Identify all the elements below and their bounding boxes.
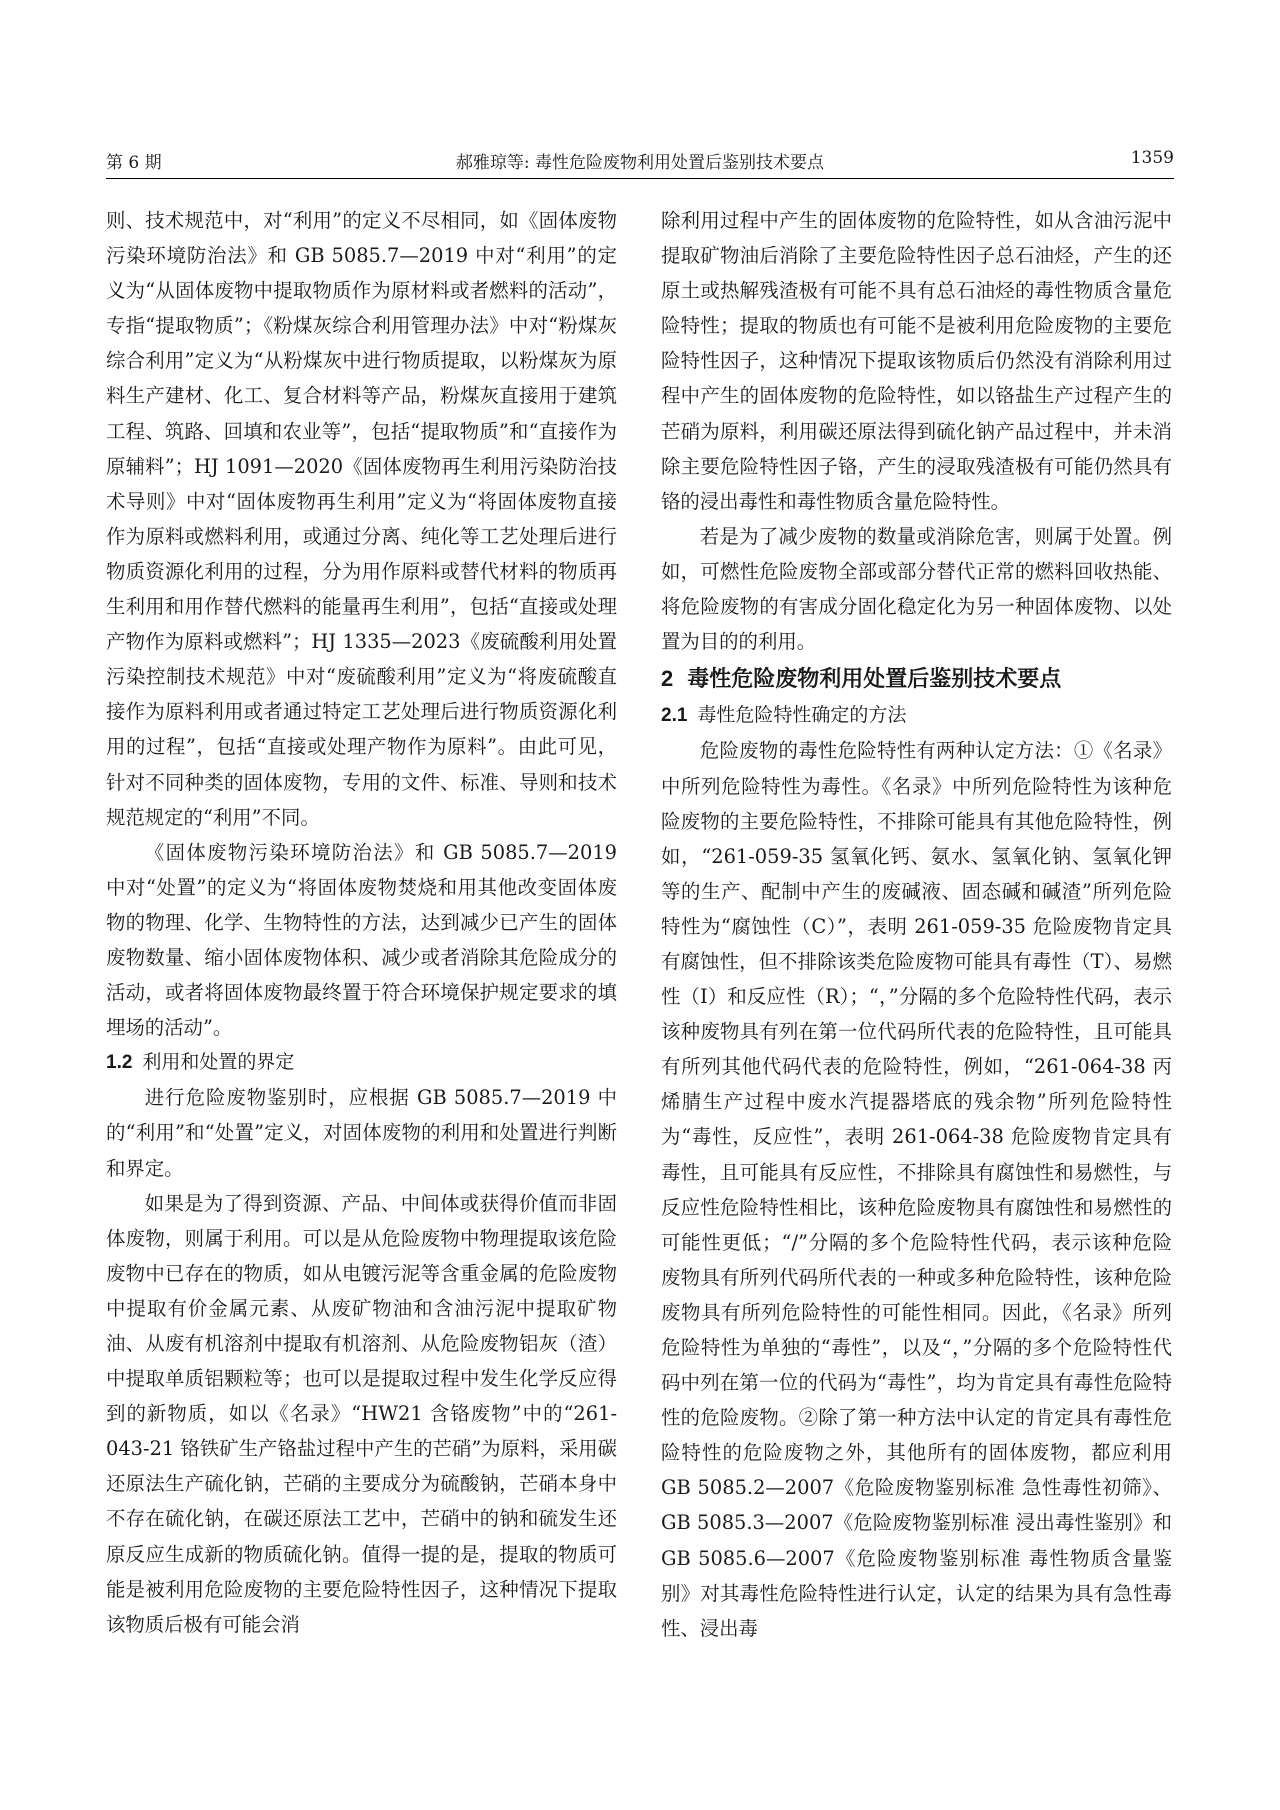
paragraph: 则、技术规范中，对“利用”的定义不尽相同，如《固体废物污染环境防治法》和 GB 5085.7—2019 中对“利用”的定义为“从固体废物中提取物质作为原材料或者燃料的活动”，专指“提取物质”；《粉煤灰综合利用管理办法》中对“粉煤灰综合利用”定义为“从粉煤灰中进行物质提取，以粉煤灰为原料生产建材、化工、复合材料等产品，粉煤灰直接用于建筑工程、筑路、回填和农业等”，包括“提取物质”和“直接作为原辅料”；HJ 1091—2020《固体废物再生利用污染防治技术导则》中对“固体废物再生利用”定义为“将固体废物直接作为原料或燃料利用，或通过分离、纯化等工艺处理后进行物质资源化利用的过程，分为用作原料或替代材料的物质再生利用和用作替代燃料的能量再生利用”，包括“直接或处理产物作为原料或燃料”；HJ 1335—2023《废硫酸利用处置污染控制技术规范》中对“废硫酸利用”定义为“将废硫酸直接作为原料利用或者通过特定工艺处理后进行物质资源化利用的过程”，包括“直接或处理产物作为原料”。由此可见，针对不同种类的固体废物，专用的文件、标准、导则和技术规范规定的“利用”不同。 <box>106 209 617 829</box>
paragraph: 进行危险废物鉴别时，应根据 GB 5085.7—2019 中的“利用”和“处置”定义，对固体废物的利用和处置进行判断和界定。 <box>106 1086 617 1180</box>
page-number: 1359 <box>1130 148 1174 168</box>
left-column <box>106 203 617 1642</box>
subsection-heading-2-1 <box>661 698 1172 733</box>
subsection-number: 2.1 <box>661 705 688 727</box>
subsection-heading-1-2 <box>106 1045 617 1080</box>
section-number: 2 <box>661 666 674 692</box>
subsection-title: 毒性危险特性确定的方法 <box>697 704 907 727</box>
subsection-title: 利用和处置的界定 <box>142 1051 295 1074</box>
paragraph: 如果是为了得到资源、产品、中间体或获得价值而非固体废物，则属于利用。可以是从危险废物中物理提取该危险废物中已存在的物质，如从电镀污泥等含重金属的危险废物中提取有价金属元素、从废矿物油和含油污泥中提取矿物油、从废有机溶剂中提取有机溶剂、从危险废物铝灰（渣）中提取单质铝颗粒等；也可以是提取过程中发生化学反应得到的新物质，如以《名录》“HW21 含铬废物”中的“261-043-21 铬铁矿生产铬盐过程中产生的芒硝”为原料，采用碳还原法生产硫化钠，芒硝的主要成分为硫酸钠，芒硝本身中不存在硫化钠，在碳还原法工艺中，芒硝中的钠和硫发生还原反应生成新的物质硫化钠。值得一提的是，提取的物质可能是被利用危险废物的主要危险特性因子，这种情况下提取该物质后极有可能会消 <box>106 1191 617 1636</box>
section-heading-2 <box>661 661 1172 696</box>
issue-number: 第 6 期 <box>106 153 162 173</box>
paragraph: 危险废物的毒性危险特性有两种认定方法：①《名录》中所列危险特性为毒性。《名录》中所列危险特性为该种危险废物的主要危险特性，不排除可能具有其他危险特性，例如，“261-059-35 氢氧化钙、氨水、氢氧化钠、氢氧化钾等的生产、配制中产生的废碱液、固态碱和碱渣”所列危险特性为“腐蚀性（C）”，表明 261-059-35 危险废物肯定具有腐蚀性，但不排除该类危险废物可能具有毒性（T）、易燃性（I）和反应性（R）；“，”分隔的多个危险特性代码，表示该种废物具有列在第一位代码所代表的危险特性，且可能具有所列其他代码代表的危险特性，例如，“261-064-38 丙烯腈生产过程中废水汽提器塔底的残余物”所列危险特性为“毒性，反应性”，表明 261-064-38 危险废物肯定具有毒性，且可能具有反应性，不排除具有腐蚀性和易燃性，与反应性危险特性相比，该种危险废物具有腐蚀性和易燃性的可能性更低；“/”分隔的多个危险特性代码，表示该种危险废物具有所列代码所代表的一种或多种危险特性，该种危险废物具有所列危险特性的可能性相同。因此，《名录》所列危险特性为单独的“毒性”，以及“，”分隔的多个危险特性代码中列在第一位的代码为“毒性”，均为肯定具有毒性危险特性的危险废物。②除了第一种方法中认定的肯定具有毒性危险特性的危险废物之外，其他所有的固体废物，都应利用 GB 5085.2—2007《危险废物鉴别标准 急性毒性初筛》、GB 5085.3—2007《危险废物鉴别标准 浸出毒性鉴别》和 GB 5085.6—2007《危险废物鉴别标准 毒性物质含量鉴别》对其毒性危险特性进行认定，认定的结果为具有急性毒性、浸出毒 <box>661 739 1172 1640</box>
section-title: 毒性危险废物利用处置后鉴别技术要点 <box>687 666 1062 692</box>
paragraph: 除利用过程中产生的固体废物的危险特性，如从含油污泥中提取矿物油后消除了主要危险特性因子总石油烃，产生的还原土或热解残渣极有可能不具有总石油烃的毒性物质含量危险特性；提取的物质也有可能不是被利用危险废物的主要危险特性因子，这种情况下提取该物质后仍然没有消除利用过程中产生的固体废物的危险特性，如以铬盐生产过程产生的芒硝为原料，利用碳还原法得到硫化钠产品过程中，并未消除主要危险特性因子铬，产生的浸取残渣极有可能仍然具有铬的浸出毒性和毒性物质含量危险特性。 <box>661 209 1172 513</box>
running-header <box>106 148 1174 179</box>
paragraph: 《固体废物污染环境防治法》和 GB 5085.7—2019 中对“处置”的定义为“将固体废物焚烧和用其他改变固体废物的物理、化学、生物特性的方法，达到减少已产生的固体废物数量、缩小固体废物体积、减少或者消除其危险成分的活动，或者将固体废物最终置于符合环境保护规定要求的填埋场的活动”。 <box>106 840 617 1040</box>
running-title: 郝雅琼等: 毒性危险废物利用处置后鉴别技术要点 <box>455 153 825 173</box>
right-column <box>661 203 1172 1646</box>
subsection-number: 1.2 <box>106 1052 133 1074</box>
paragraph: 若是为了减少废物的数量或消除危害，则属于处置。例如，可燃性危险废物全部或部分替代正常的燃料回收热能、将危险废物的有害成分固化稳定化为另一种固体废物、以处置为目的的利用。 <box>661 524 1172 654</box>
